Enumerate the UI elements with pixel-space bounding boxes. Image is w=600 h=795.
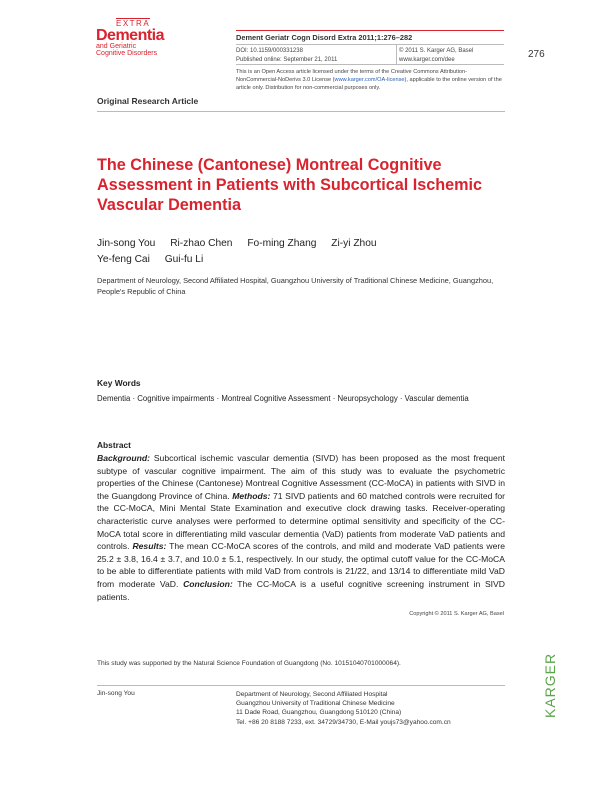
author: Fo-ming Zhang	[247, 238, 317, 249]
publisher-name: KARGER	[542, 652, 558, 718]
divider	[97, 111, 505, 112]
abstract-copyright: Copyright © 2011 S. Karger AG, Basel	[409, 611, 504, 617]
address-line[interactable]: Tel. +86 20 8188 7233, ext. 34729/34730, E-Mail youjs73@yahoo.com.cn	[236, 718, 451, 726]
karger-logo	[540, 640, 560, 720]
affiliation: Department of Neurology, Second Affiliated Hospital, Guangzhou University of Traditional Chinese Medicine, Guangzhou, People's Republic of China	[97, 276, 494, 296]
author: Ri-zhao Chen	[170, 238, 233, 249]
author: Jin-song You	[97, 238, 156, 249]
author-list	[97, 236, 497, 268]
abstract-methods-label: Methods:	[232, 490, 271, 501]
page-number: 276	[528, 49, 545, 60]
published-date: Published online: September 21, 2011	[236, 56, 338, 63]
correspondence-name: Jin-song You	[97, 690, 135, 697]
author: Gui-fu Li	[164, 254, 204, 265]
address-line: Guangzhou University of Traditional Chinese Medicine	[236, 700, 395, 708]
abstract-methods: 71 SIVD patients and 60 matched controls were recruited for the CC-MoCA, Mini Mental State Examination and executive clock drawing tasks. Receiver-operating characteristic curve analyses were performed to determine optimal sensitivity and specificity of the CC-MoCA total score in differentiating mild vascular dementia (VaD) patients from moderate VaD patients and controls.	[97, 490, 505, 552]
abstract-background: Subcortical ischemic vascular dementia (SIVD) has been proposed as the most frequent subtype of vascular cognitive impairment. The aim of this study was to evaluate the psychometric properties of the Chinese (Cantonese) Montreal Cognitive Assessment (CC-MoCA) in patients with SIVD in the Guangdong Province of China.	[97, 453, 505, 501]
journal-citation: Dement Geriatr Cogn Disord Extra 2011;1:276–282	[236, 33, 413, 42]
doi: DOI: 10.1159/000331238	[236, 48, 303, 54]
logo-extra: EXTRA	[116, 19, 151, 28]
article-type: Original Research Article	[97, 96, 199, 106]
funding-note: This study was supported by the Natural Science Foundation of Guangdong (No. 10151040701000064).	[97, 660, 401, 667]
journal-website[interactable]: www.karger.com/dee	[399, 56, 455, 63]
journal-logo	[96, 18, 186, 57]
article-title: The Chinese (Cantonese) Montreal Cognitive Assessment in Patients with Subcortical Ischemic Vascular Dementia	[97, 156, 483, 214]
abstract-conclusion-label: Conclusion:	[183, 578, 233, 589]
abstract-results-label: Results:	[132, 541, 167, 552]
author: Zi-yi Zhou	[331, 238, 377, 249]
keywords-heading: Key Words	[97, 378, 141, 388]
abstract-heading: Abstract	[97, 440, 131, 450]
abstract-conclusion: The CC-MoCA is a useful cognitive screening instrument in SIVD patients.	[97, 578, 505, 602]
abstract-results: The mean CC-MoCA scores of the controls, and mild and moderate VaD patients were 25.2 ± 3.8, 16.4 ± 3.7, and 10.0 ± 5.1, respectively. In our study, the optimal cutoff value for the CC-MoCA to be able to differentiate patients with mild VaD from controls is 21/22, and 13/14 to differentiate mild VaD from moderate VaD.	[97, 541, 505, 589]
correspondence-address	[236, 690, 451, 727]
address-line: 11 Dade Road, Guangzhou, Guangdong 510120 (China)	[236, 709, 402, 717]
open-access-notice: This is an Open Access article licensed under the terms of the Creative Commons Attribution-NonCommercial-NoDerivs 3.0 License (www.karger.com/OA-license), applicable to the online version of the article only. Distribution for non-commercial purposes only.	[236, 64, 504, 92]
keywords-text: Dementia · Cognitive impairments · Montreal Cognitive Assessment · Neuropsychology · Vascular dementia	[97, 394, 469, 403]
abstract-background-label: Background:	[97, 453, 150, 463]
footer-divider	[97, 685, 505, 686]
abstract-body	[97, 452, 505, 603]
header-meta	[236, 44, 504, 64]
copyright-header: © 2011 S. Karger AG, Basel	[399, 48, 474, 54]
logo-title: Dementia	[96, 27, 165, 44]
address-line: Department of Neurology, Second Affiliated Hospital	[236, 691, 388, 698]
license-link[interactable]: www.karger.com/OA-license	[334, 77, 405, 83]
author: Ye-feng Cai	[97, 254, 150, 265]
journal-header	[236, 30, 504, 92]
logo-subtitle-1: and Geriatric	[96, 43, 137, 50]
logo-subtitle-2: Cognitive Disorders	[96, 50, 158, 57]
